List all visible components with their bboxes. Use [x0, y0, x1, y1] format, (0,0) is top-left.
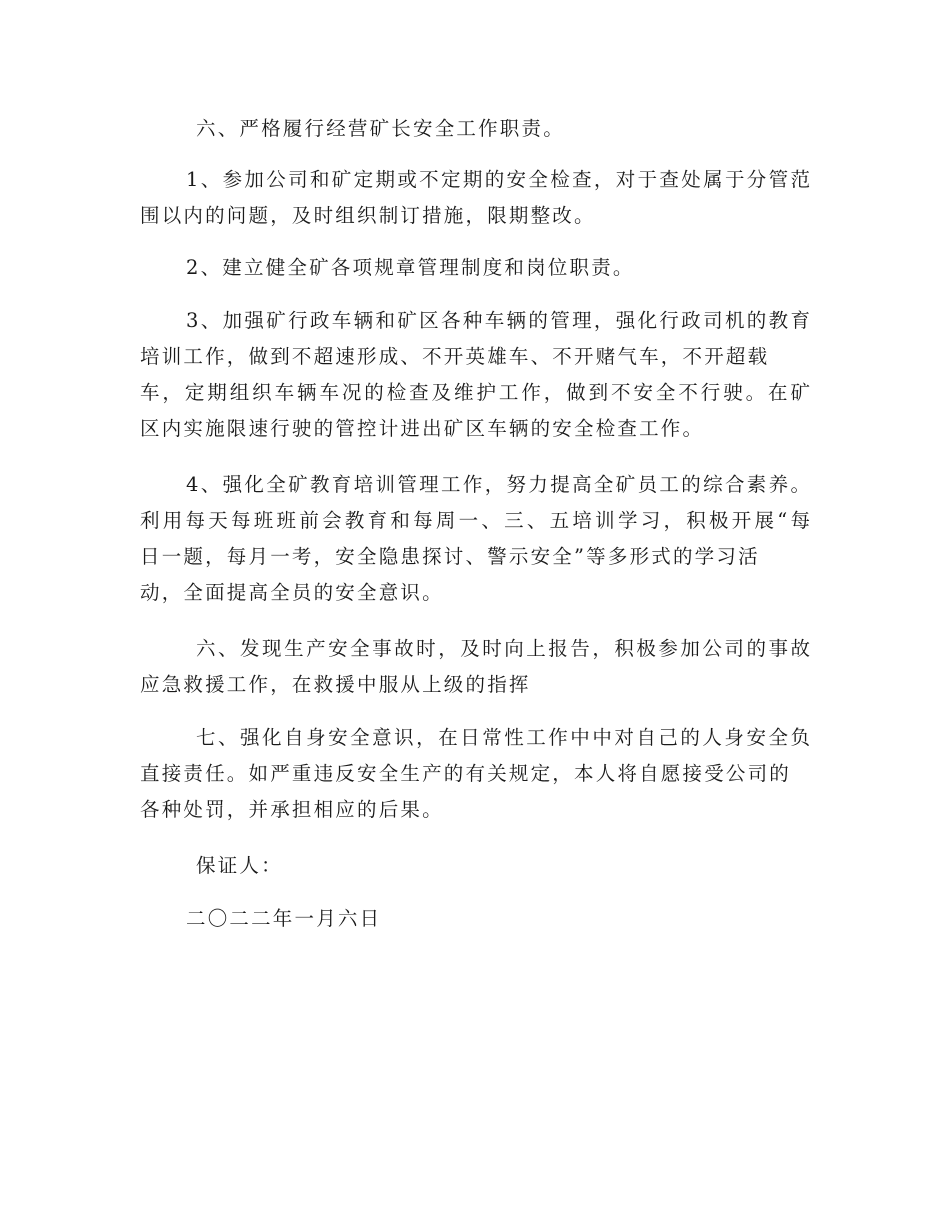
- paragraph-item-3: [140, 303, 810, 447]
- text-line: 利用每天每班班前会教育和每周一、三、五培训学习，积极开展“每: [140, 509, 810, 532]
- text-line: 区内实施限速行驶的管控计进出矿区车辆的安全检查工作。: [140, 417, 705, 440]
- signature-date: [140, 901, 810, 937]
- section-heading-six: [140, 111, 810, 147]
- text-line: 4、强化全矿教育培训管理工作，努力提高全矿员工的综合素养。: [186, 473, 810, 496]
- text-line: 六、发现生产安全事故时，及时向上报告，积极参加公司的事故: [196, 637, 810, 660]
- text-line: 直接责任。如严重违反安全生产的有关规定，本人将自愿接受公司的: [140, 762, 792, 785]
- paragraph-item-1: [140, 162, 810, 234]
- paragraph-section-seven: [140, 720, 810, 828]
- text-line: 2、建立健全矿各项规章管理制度和岗位职责。: [186, 256, 635, 279]
- paragraph-section-six: [140, 631, 810, 703]
- text-line: 车，定期组织车辆车况的检查及维护工作，做到不安全不行驶。在矿: [140, 381, 810, 404]
- text-line: 保证人：: [196, 854, 283, 877]
- text-line: 培训工作，做到不超速形成、不开英雄车、不开赌气车，不开超载: [140, 345, 770, 368]
- text-line: 动，全面提高全员的安全意识。: [140, 581, 444, 604]
- text-line: 围以内的问题，及时组织制订措施，限期整改。: [140, 204, 596, 227]
- text-line: 3、加强矿行政车辆和矿区各种车辆的管理，强化行政司机的教育: [186, 309, 810, 332]
- text-line: 应急救援工作，在救援中服从上级的指挥: [140, 673, 531, 696]
- text-line: 七、强化自身安全意识，在日常性工作中中对自己的人身安全负: [196, 726, 810, 749]
- guarantor-label: [140, 848, 810, 884]
- text-line: 日一题，每月一考，安全隐患探讨、警示安全”等多形式的学习活: [140, 545, 760, 568]
- text-line: 二〇二二年一月六日: [186, 907, 382, 930]
- text-line: 各种处罚，并承担相应的后果。: [140, 798, 444, 821]
- text-line: 六、严格履行经营矿长安全工作职责。: [196, 117, 565, 140]
- paragraph-item-4: [140, 467, 810, 611]
- paragraph-item-2: [140, 250, 810, 286]
- text-line: 1、参加公司和矿定期或不定期的安全检查，对于查处属于分管范: [186, 168, 810, 191]
